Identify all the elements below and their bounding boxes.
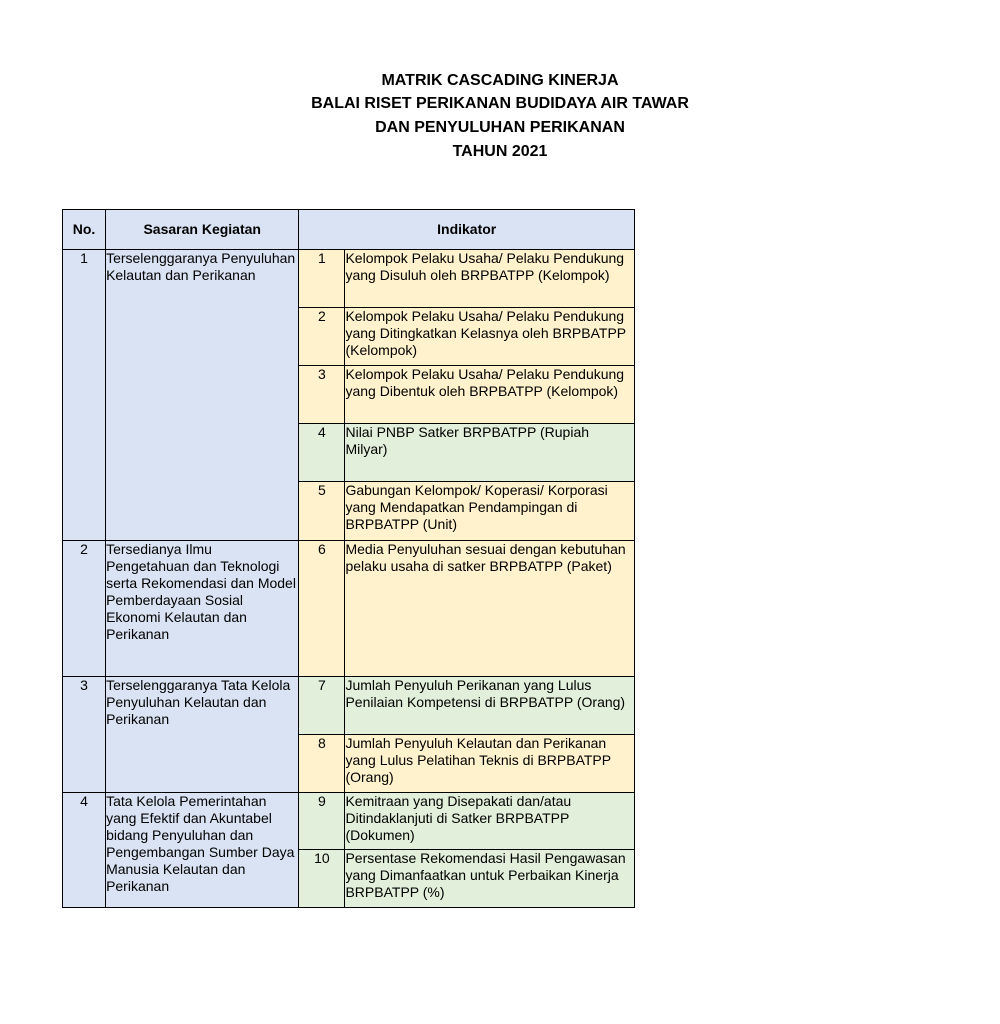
- document-title-block: [0, 0, 689, 170]
- group-sasaran: Terselenggaranya Tata Kelola Penyuluhan Kelautan dan Perikanan: [106, 677, 299, 793]
- group-no: 2: [63, 541, 106, 677]
- header-sasaran-kegiatan: Sasaran Kegiatan: [106, 210, 299, 250]
- title-line-1: MATRIK CASCADING KINERJA: [381, 72, 619, 89]
- indicator-number: 3: [299, 366, 345, 424]
- table-header-row: [63, 210, 635, 250]
- header-no: No.: [63, 210, 106, 250]
- table-row: [63, 250, 635, 308]
- group-no: 1: [63, 250, 106, 541]
- title-line-4: TAHUN 2021: [452, 143, 548, 160]
- indicator-number: 10: [299, 850, 345, 908]
- indicator-number: 9: [299, 793, 345, 850]
- indicator-text: Persentase Rekomendasi Hasil Pengawasan yang Dimanfaatkan untuk Perbaikan Kinerja BRPBATPP (%): [345, 850, 635, 908]
- indicator-text: Nilai PNBP Satker BRPBATPP (Rupiah Milyar): [345, 424, 635, 482]
- indicator-text: Kelompok Pelaku Usaha/ Pelaku Pendukung yang Dibentuk oleh BRPBATPP (Kelompok): [345, 366, 635, 424]
- indicator-number: 2: [299, 308, 345, 366]
- indicator-number: 7: [299, 677, 345, 735]
- indicator-number: 4: [299, 424, 345, 482]
- indicator-number: 8: [299, 735, 345, 793]
- indicator-text: Jumlah Penyuluh Kelautan dan Perikanan yang Lulus Pelatihan Teknis di BRPBATPP (Orang): [345, 735, 635, 793]
- indicator-text: Jumlah Penyuluh Perikanan yang Lulus Penilaian Kompetensi di BRPBATPP (Orang): [345, 677, 635, 735]
- indicator-text: Media Penyuluhan sesuai dengan kebutuhan pelaku usaha di satker BRPBATPP (Paket): [345, 541, 635, 677]
- title-line-2: BALAI RISET PERIKANAN BUDIDAYA AIR TAWAR: [311, 95, 689, 112]
- cascading-matrix-table: [62, 209, 635, 908]
- group-sasaran: Tersedianya Ilmu Pengetahuan dan Teknologi serta Rekomendasi dan Model Pemberdayaan Sosial Ekonomi Kelautan dan Perikanan: [106, 541, 299, 677]
- group-no: 3: [63, 677, 106, 793]
- title-line-3: DAN PENYULUHAN PERIKANAN: [375, 119, 625, 136]
- indicator-number: 5: [299, 482, 345, 541]
- indicator-text: Gabungan Kelompok/ Koperasi/ Korporasi yang Mendapatkan Pendampingan di BRPBATPP (Unit): [345, 482, 635, 541]
- indicator-text: Kelompok Pelaku Usaha/ Pelaku Pendukung yang Ditingkatkan Kelasnya oleh BRPBATPP (Kelompok): [345, 308, 635, 366]
- table-row: [63, 677, 635, 735]
- indicator-number: 1: [299, 250, 345, 308]
- table-row: [63, 541, 635, 677]
- header-indikator: Indikator: [299, 210, 635, 250]
- table-row: [63, 793, 635, 850]
- indicator-number: 6: [299, 541, 345, 677]
- group-sasaran: Tata Kelola Pemerintahan yang Efektif dan Akuntabel bidang Penyuluhan dan Pengembangan Sumber Daya Manusia Kelautan dan Perikanan: [106, 793, 299, 908]
- group-sasaran: Terselenggaranya Penyuluhan Kelautan dan Perikanan: [106, 250, 299, 541]
- indicator-text: Kelompok Pelaku Usaha/ Pelaku Pendukung yang Disuluh oleh BRPBATPP (Kelompok): [345, 250, 635, 308]
- group-no: 4: [63, 793, 106, 908]
- indicator-text: Kemitraan yang Disepakati dan/atau Ditindaklanjuti di Satker BRPBATPP (Dokumen): [345, 793, 635, 850]
